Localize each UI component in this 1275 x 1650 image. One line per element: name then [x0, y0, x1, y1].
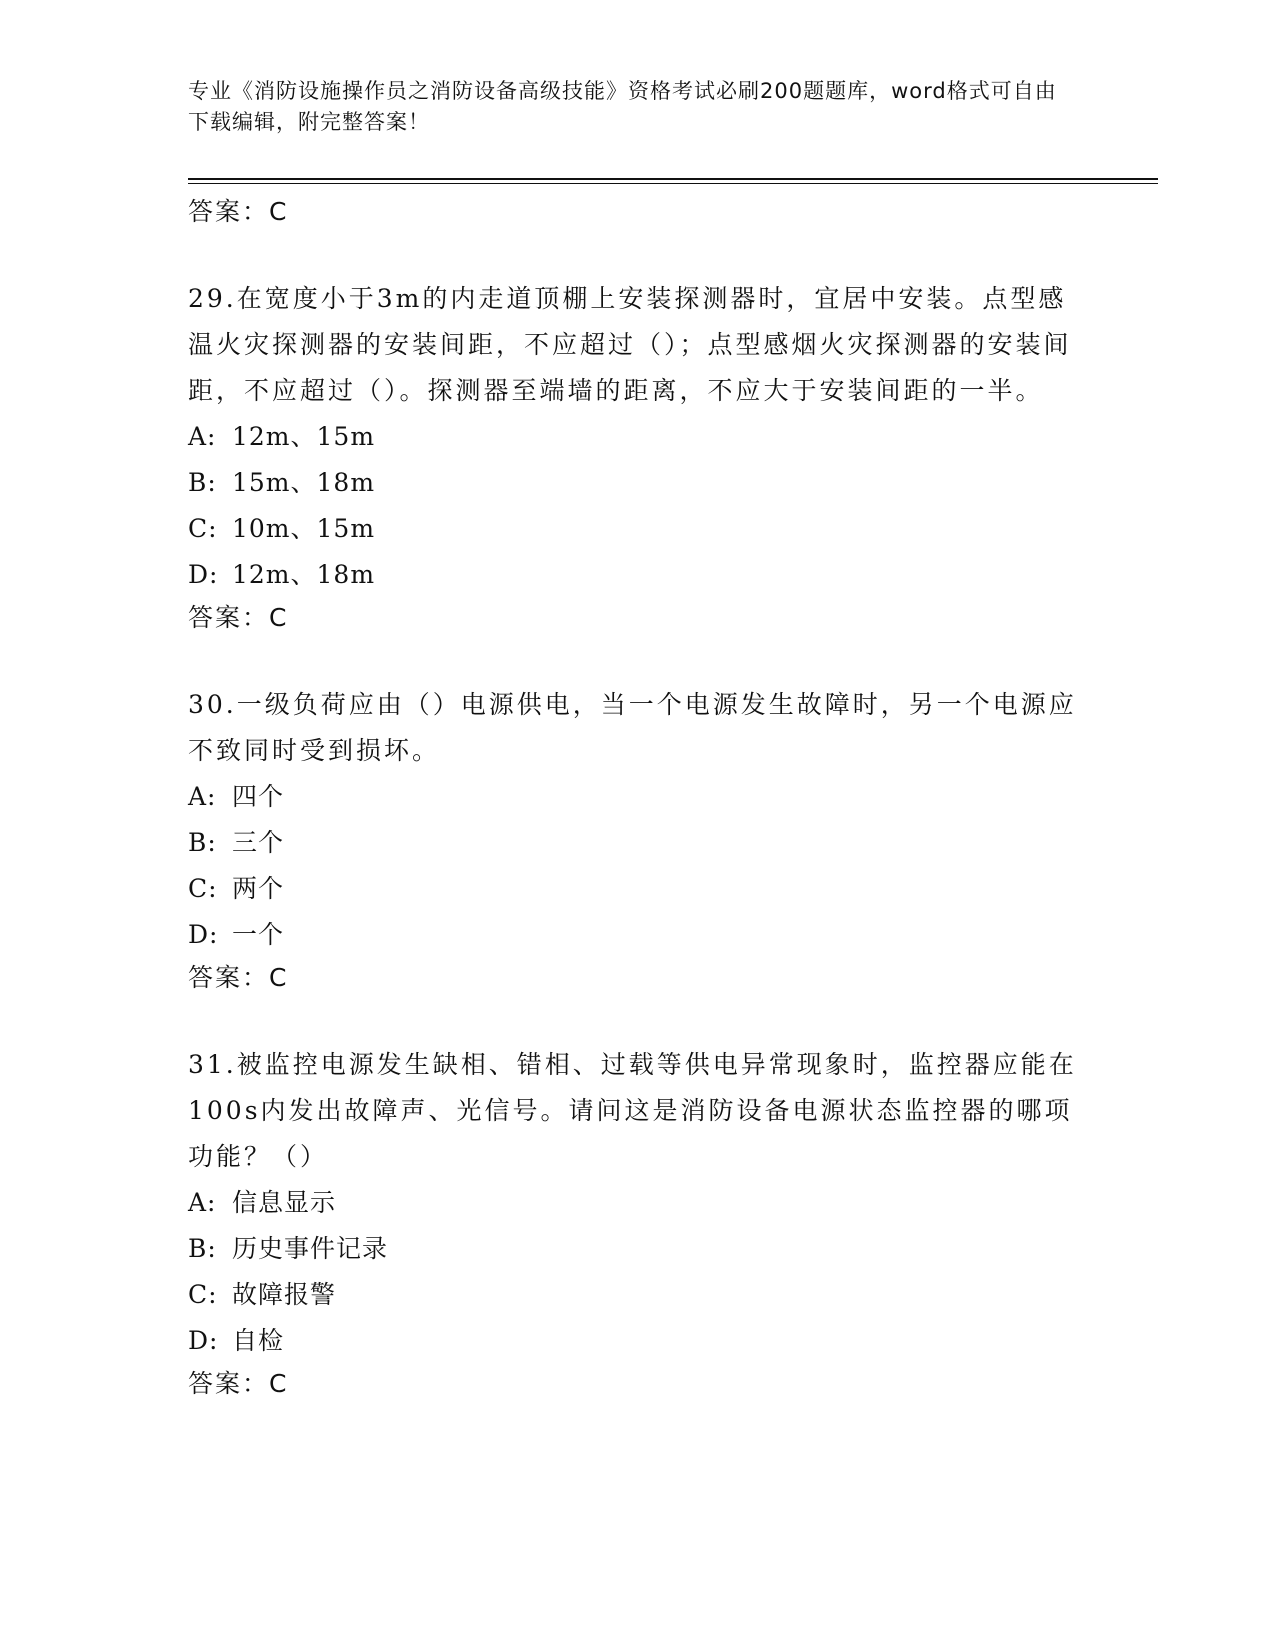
option-letter: A: [188, 1188, 217, 1217]
document-body [188, 192, 1088, 1404]
option-b [188, 820, 1088, 866]
question-30 [188, 682, 1088, 998]
question-stem: 31.被监控电源发生缺相、错相、过载等供电异常现象时，监控器应能在100s内发出故障声、光信号。请问这是消防设备电源状态监控器的哪项功能？（） [188, 1050, 1077, 1171]
option-text: 三个 [232, 828, 285, 857]
option-a [188, 1180, 1088, 1226]
answer-line: 答案：C [188, 1369, 289, 1398]
option-letter: D: [188, 920, 219, 949]
option-c [188, 866, 1088, 912]
option-letter: C: [188, 514, 218, 543]
option-text: 历史事件记录 [232, 1234, 389, 1263]
option-text: 15m、18m [232, 468, 376, 497]
option-letter: D: [188, 560, 219, 589]
option-a [188, 414, 1088, 460]
option-letter: C: [188, 1280, 218, 1309]
option-letter: A: [188, 782, 217, 811]
option-letter: B: [188, 1234, 217, 1263]
option-c [188, 506, 1088, 552]
option-d [188, 1318, 1088, 1364]
option-text: 一个 [232, 920, 285, 949]
option-c [188, 1272, 1088, 1318]
question-stem: 29.在宽度小于3m的内走道顶棚上安装探测器时，宜居中安装。点型感温火灾探测器的安装间距，不应超过（）；点型感烟火灾探测器的安装间距，不应超过（）。探测器至端墙的距离，不应大于安装间距的一半。 [188, 284, 1072, 405]
option-b [188, 460, 1088, 506]
option-text: 信息显示 [232, 1188, 337, 1217]
page-header [188, 76, 1078, 138]
option-letter: A: [188, 422, 217, 451]
option-letter: D: [188, 1326, 219, 1355]
option-letter: C: [188, 874, 218, 903]
header-rule-thick [188, 178, 1158, 180]
option-b [188, 1226, 1088, 1272]
option-a [188, 774, 1088, 820]
option-d [188, 912, 1088, 958]
question-31 [188, 1042, 1088, 1404]
option-text: 10m、15m [232, 514, 376, 543]
question-29 [188, 276, 1088, 638]
option-text: 故障报警 [232, 1280, 337, 1309]
header-rule-thin [188, 183, 1158, 184]
header-text: 专业《消防设施操作员之消防设备高级技能》资格考试必刷200题题库，word格式可自由下载编辑，附完整答案！ [188, 79, 1057, 134]
option-letter: B: [188, 468, 217, 497]
option-text: 12m、15m [232, 422, 376, 451]
option-letter: B: [188, 828, 217, 857]
option-text: 两个 [232, 874, 285, 903]
answer-line: 答案：C [188, 963, 289, 992]
leading-answer: 答案：C [188, 197, 289, 226]
answer-line: 答案：C [188, 603, 289, 632]
question-stem: 30.一级负荷应由（）电源供电，当一个电源发生故障时，另一个电源应不致同时受到损坏。 [188, 690, 1077, 765]
option-text: 四个 [232, 782, 285, 811]
option-text: 自检 [232, 1326, 285, 1355]
option-d [188, 552, 1088, 598]
option-text: 12m、18m [232, 560, 376, 589]
